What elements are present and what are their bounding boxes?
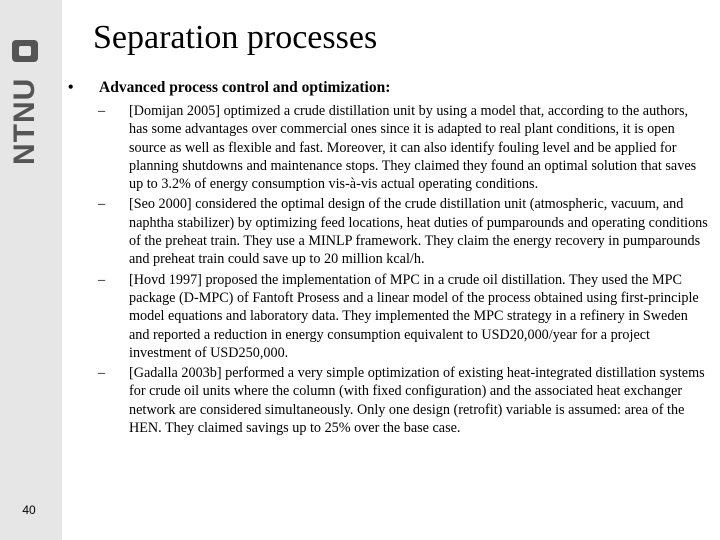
- page-number: 40: [22, 503, 36, 517]
- ntnu-logo-text: NTNU: [8, 77, 41, 165]
- dash-marker: –: [98, 103, 106, 119]
- dash-marker: –: [98, 365, 106, 382]
- list-item-text: [Gadalla 2003b] performed a very simple optimization of existing heat-integrated distillation systems for crude oil units where the column (with fixed configuration) and the associated heat exchanger network are considered simultaneously. Only one design (retrofit) variable is assumed: area of the HEN. They claimed savings up to 25% over the base case.: [129, 365, 705, 437]
- bullet-icon: •: [68, 79, 74, 96]
- list-item: [98, 364, 710, 437]
- reference-list: [98, 102, 710, 439]
- dash-marker: –: [98, 196, 106, 213]
- ntnu-logo-icon: [12, 40, 38, 62]
- list-item-text: [Hovd 1997] proposed the implementation of MPC in a crude oil distillation. They used the MPC package (D-MPC) of Fantoft Prosess and a linear model of the process obtained using first-principle model equations and laboratory data. They implemented the MPC strategy in a refinery in Sweden and reported a reduction in energy consumption equivalent to USD20,000/year for a project investment of USD250,000.: [129, 271, 699, 361]
- list-item-text: [Seo 2000] considered the optimal design of the crude distillation unit (atmospheric, vacuum, and naphtha stabilizer) by optimizing feed locations, heat duties of pumparounds and operating conditions of the preheat train. They use a MINLP framework. They claim the energy recovery in pumparounds and preheat train could save up to 20 million kcal/h.: [129, 196, 708, 268]
- page-title: Separation processes: [93, 19, 378, 56]
- sidebar: [0, 0, 62, 540]
- list-item: [98, 271, 710, 362]
- list-item: [98, 102, 710, 193]
- section-heading-text: Advanced process control and optimization:: [99, 79, 391, 96]
- dash-marker: –: [98, 271, 106, 288]
- list-item: [98, 195, 710, 268]
- list-item-text: [Domijan 2005] optimized a crude distillation unit by using a model that, according to the authors, has some advantages over commercial ones since it is adapted to real plant conditions, it is open source as well as flexible and fast. Moreover, it can also identify fouling level and be applied for planning shutdowns and maintenance stops. They claimed they found an optimal solution that saves up to 3.2% of energy consumption vis-à-vis actual operating conditions.: [129, 103, 697, 193]
